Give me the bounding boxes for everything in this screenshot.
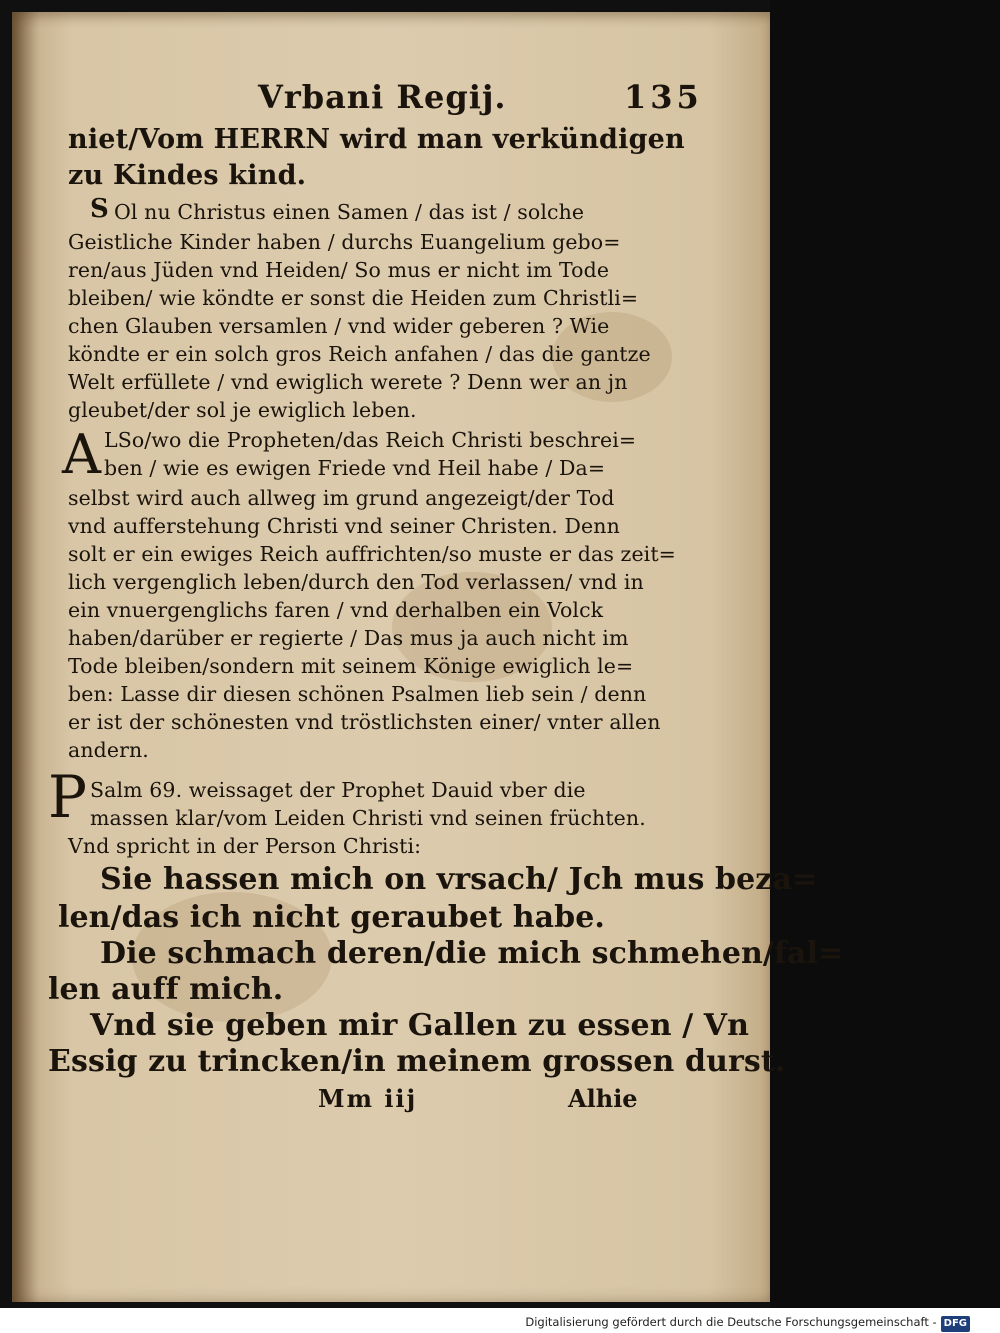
gutter-shadow [12,12,40,1302]
initial-letter: A [62,423,101,486]
text-line: bleiben/ wie köndte er sonst die Heiden zum Christli= [68,286,639,310]
quote-line: len auff mich. [48,972,284,1007]
catchword: Alhie [568,1084,638,1113]
text-line: Ol nu Christus einen Samen / das ist / solche [114,200,585,224]
text-line: Tode bleiben/sondern mit seinem Könige ewiglich le= [68,654,634,678]
signature-mark: Mm iij [318,1084,418,1113]
funding-credit-text: Digitalisierung gefördert durch die Deutsche Forschungsgemeinschaft - [525,1315,937,1329]
quote-line: len/das ich nicht geraubet habe. [58,900,605,935]
text-line: selbst wird auch allweg im grund angezeigt/der Tod [68,486,615,510]
quote-line: Vnd sie geben mir Gallen zu essen / Vn [90,1008,750,1043]
page-number: 135 [624,78,703,116]
text-line: gleubet/der sol je ewiglich leben. [68,398,417,422]
dfg-logo: DFG [941,1316,970,1332]
text-line: ben / wie es ewigen Friede vnd Heil habe / Da= [104,456,606,480]
text-line: ben: Lasse dir diesen schönen Psalmen lieb sein / denn [68,682,647,706]
quote-line: Essig zu trincken/in meinem grossen durst. [48,1044,786,1079]
text-line: er ist der schönesten vnd tröstlichsten einer/ vnter allen [68,710,661,734]
text-line: solt er ein ewiges Reich auffrichten/so muste er das zeit= [68,542,676,566]
text-line: niet/Vom HERRN wird man verkündigen [68,124,685,155]
text-line: ren/aus Jüden vnd Heiden/ So mus er nicht im Tode [68,258,610,282]
text-line: LSo/wo die Propheten/das Reich Christi beschrei= [104,428,637,452]
text-line: zu Kindes kind. [68,160,307,191]
text-line: köndte er ein solch gros Reich anfahen / das die gantze [68,342,651,366]
initial-letter: P [48,763,88,831]
text-line: lich vergenglich leben/durch den Tod verlassen/ vnd in [68,570,644,594]
text-line: Geistliche Kinder haben / durchs Euangelium gebo= [68,230,621,254]
text-line: vnd aufferstehung Christi vnd seiner Christen. Denn [68,514,620,538]
text-line: massen klar/vom Leiden Christi vnd seinen früchten. [90,806,646,830]
text-line: ein vnuergenglichs faren / vnd derhalben ein Volck [68,598,604,622]
quote-line: Sie hassen mich on vrsach/ Jch mus beza= [100,862,818,897]
text-line: Vnd spricht in der Person Christi: [68,834,422,858]
text-line: haben/darüber er regierte / Das mus ja auch nicht im [68,626,629,650]
text-line: andern. [68,738,149,762]
text-line: chen Glauben versamlen / vnd wider geberen ? Wie [68,314,610,338]
funding-credit [525,1314,970,1330]
running-head: Vrbani Regij. [258,78,507,116]
text-line: Salm 69. weissaget der Prophet Dauid vber die [90,778,586,802]
text-line: Welt erfüllete / vnd ewiglich werete ? Denn wer an jn [68,370,628,394]
initial-letter: S [90,194,109,224]
quote-line: Die schmach deren/die mich schmehen/fal= [100,936,844,971]
scan-margin [770,0,1000,1308]
